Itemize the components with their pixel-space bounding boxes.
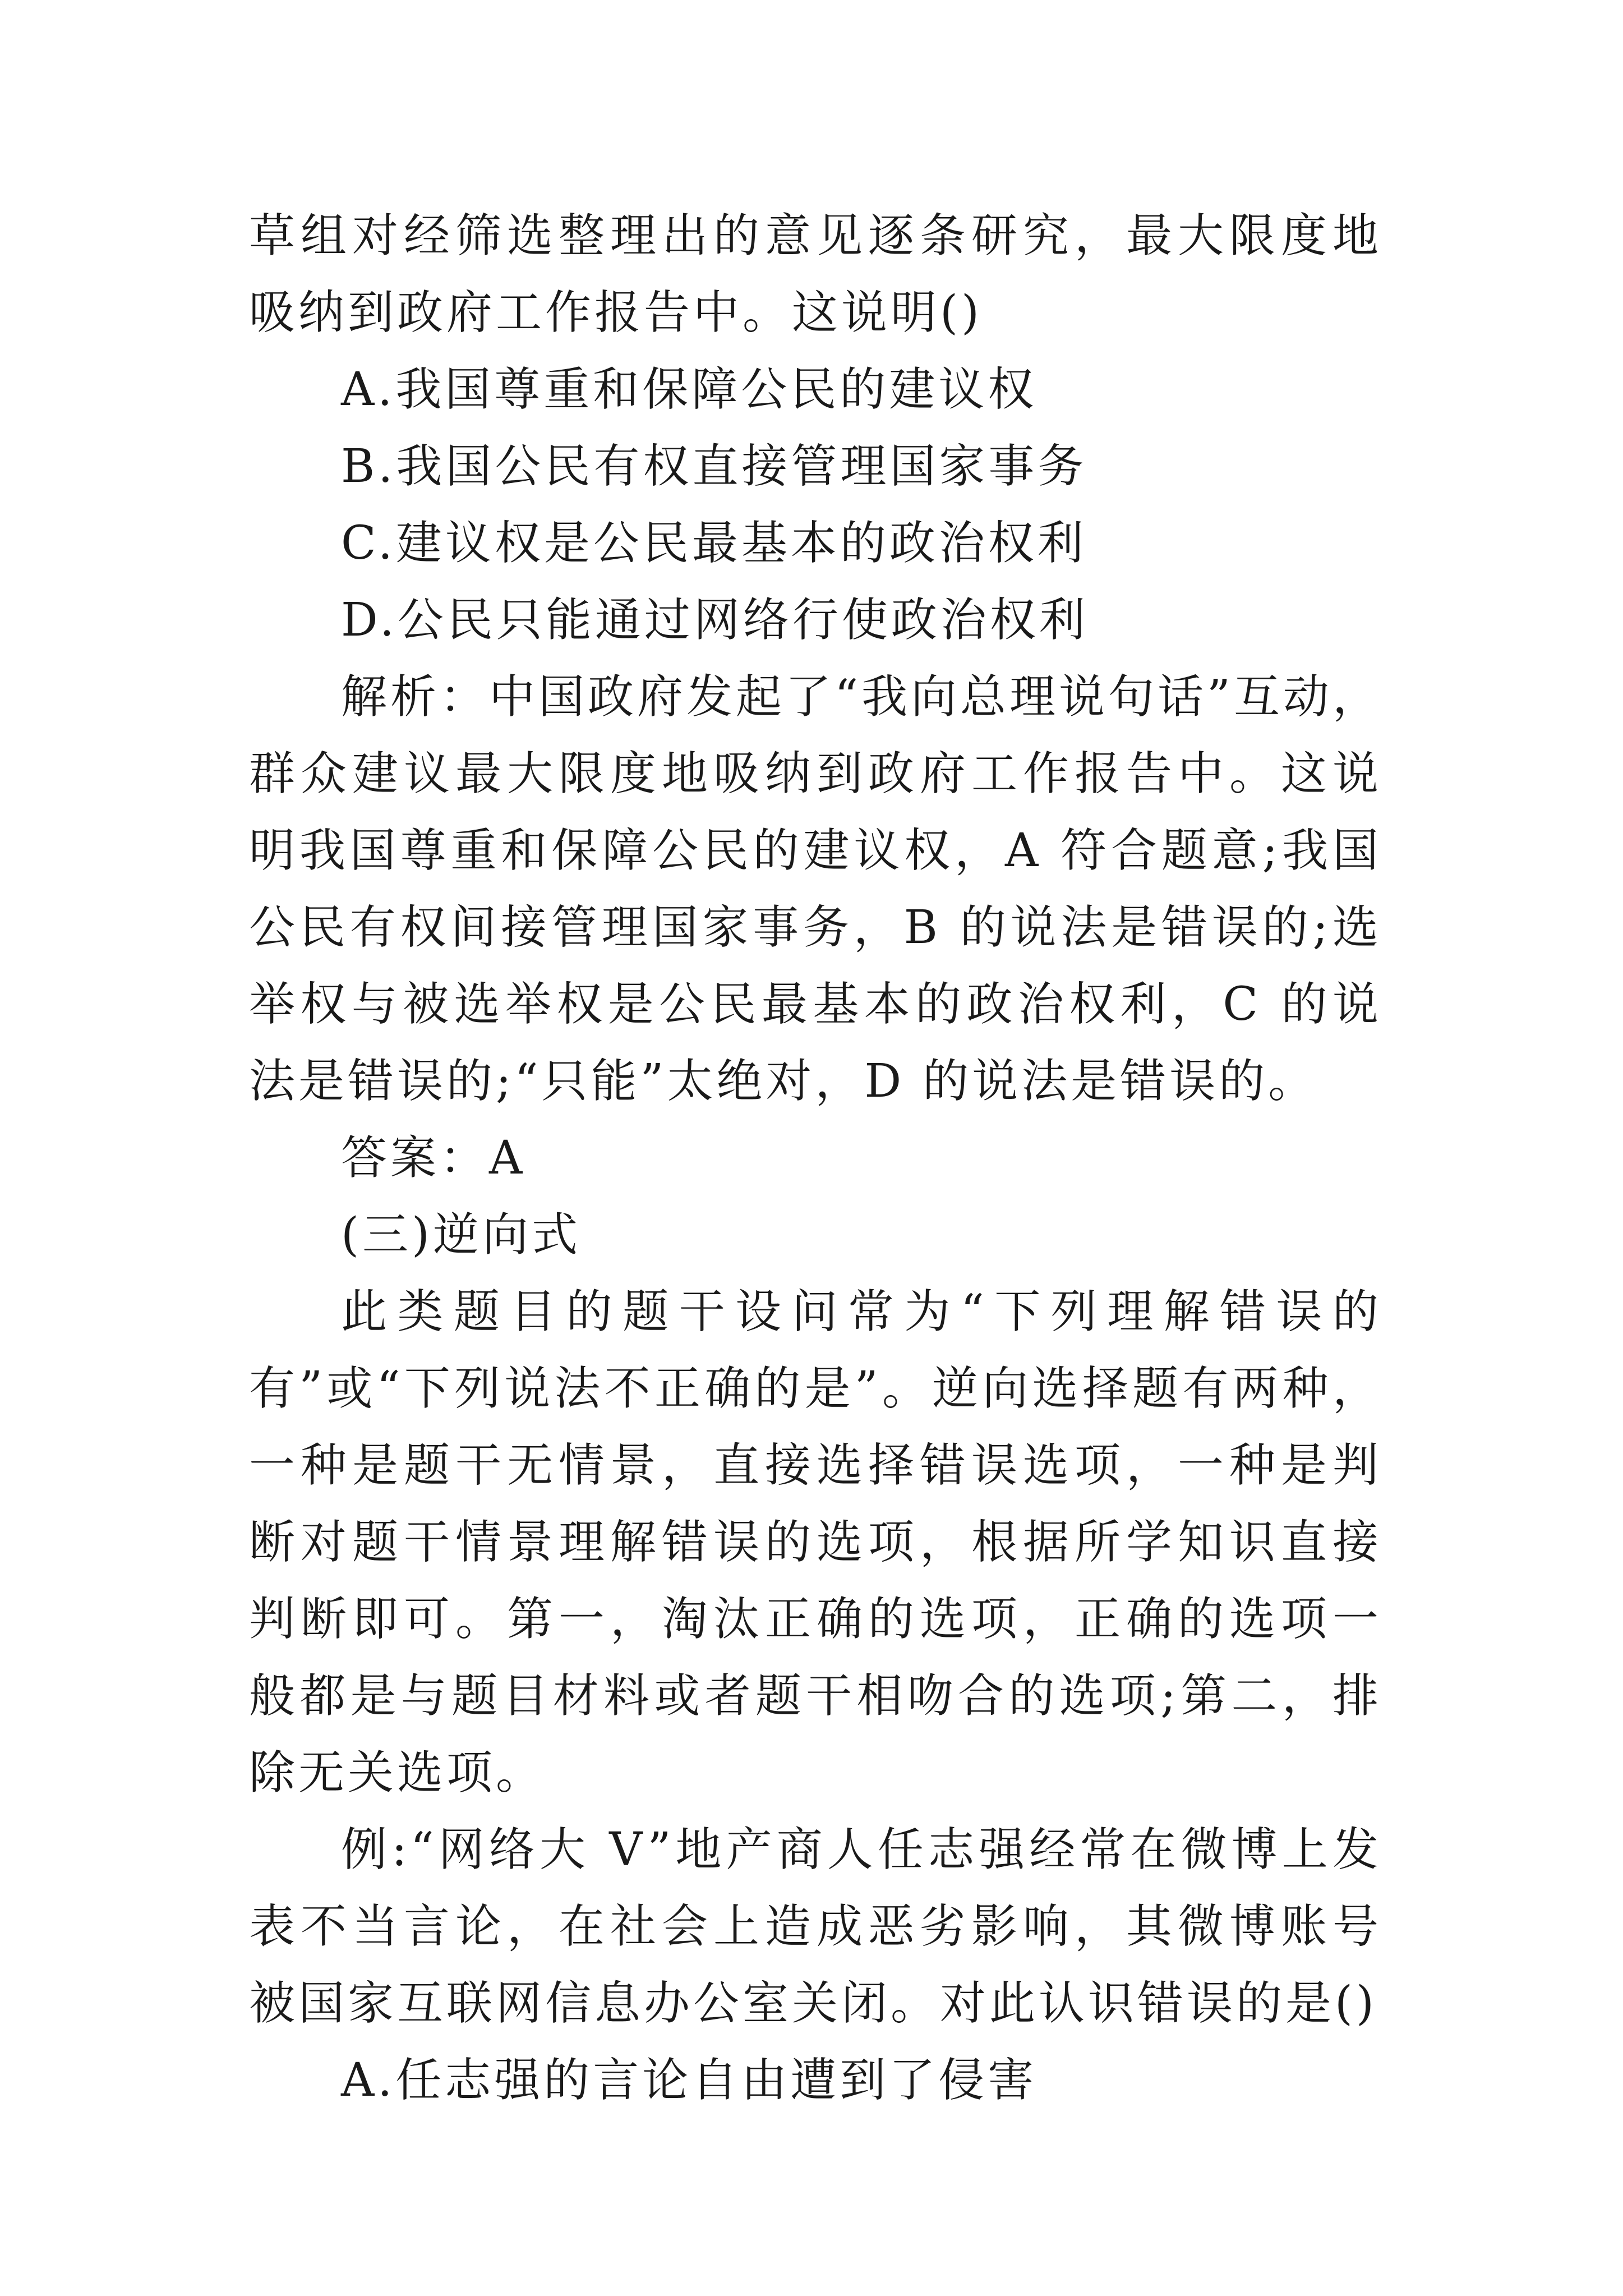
document-body [249,197,1382,2119]
answer-line: 答案：A [341,1131,526,1185]
option-a: A.我国尊重和保障公民的建议权 [341,363,1038,416]
paragraph-analysis: 解析：中国政府发起了“我向总理说句话”互动，群众建议最大限度地吸纳到政府工作报告中。这说明我国尊重和保障公民的建议权，A 符合题意;我国公民有权间接管理国家事务，B 的说法是错误的;选举权与被选举权是公民最基本的政治权利，C 的说法是错误的;“只能”太绝对，D 的说法是错误的。 [249,670,1382,1108]
paragraph-question-stem: 草组对经筛选整理出的意见逐条研究，最大限度地吸纳到政府工作报告中。这说明() [249,209,1382,339]
option-d: D.公民只能通过网络行使政治权利 [341,593,1089,647]
paragraph-method: 此类题目的题干设问常为“下列理解错误的有”或“下列说法不正确的是”。逆向选择题有两种，一种是题干无情景，直接选择错误选项，一种是判断对题干情景理解错误的选项，根据所学知识直接判断即可。第一，淘汰正确的选项，正确的选项一般都是与题目材料或者题干相吻合的选项;第二，排除无关选项。 [249,1285,1382,1800]
option-b: B.我国公民有权直接管理国家事务 [341,440,1087,493]
section-heading: (三)逆向式 [341,1208,581,1262]
option-c: C.建议权是公民最基本的政治权利 [341,517,1087,570]
example-option-a: A.任志强的言论自由遭到了侵害 [341,2054,1038,2107]
paragraph-example: 例:“网络大 V”地产商人任志强经常在微博上发表不当言论，在社会上造成恶劣影响，其微博账号被国家互联网信息办公室关闭。对此认识错误的是() [249,1823,1382,2030]
